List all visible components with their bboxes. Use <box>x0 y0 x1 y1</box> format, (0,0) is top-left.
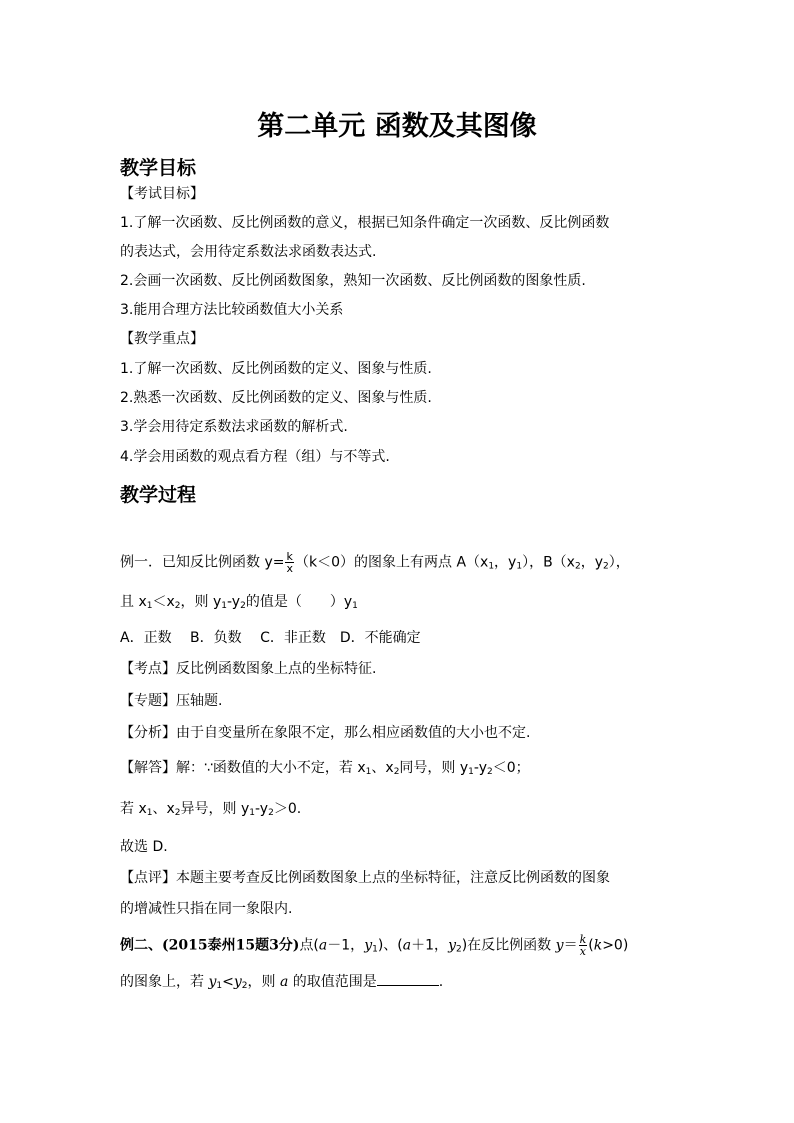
section-heading-goals: 教学目标 <box>120 157 197 179</box>
subscript: 2 <box>241 981 248 991</box>
var-y: y <box>555 937 564 954</box>
subscript: 1 <box>372 944 378 955</box>
exam-goal-1a: 1.了解一次函数、反比例函数的意义，根据已知条件确定一次函数、反比例函数 <box>120 215 610 231</box>
var-k: k <box>593 937 603 954</box>
text-fragment: )、( <box>377 937 403 954</box>
text-fragment: 同号，则 y <box>399 760 469 776</box>
text-fragment: ，y <box>580 554 603 571</box>
var-y: y <box>448 937 456 954</box>
text-fragment: 异号，则 y <box>180 801 250 817</box>
exam-goal-1b: 的表达式，会用待定系数法求函数表达式. <box>120 244 377 260</box>
subscript: 1 <box>516 561 523 572</box>
text-fragment: -y <box>473 760 487 776</box>
text-fragment: 且 x <box>120 594 147 610</box>
example1-question-line1 <box>120 551 630 576</box>
text-fragment: ＋1， <box>411 937 449 954</box>
example2-question-line1 <box>120 934 628 959</box>
text-fragment: -y <box>227 594 241 610</box>
var-a: a <box>402 937 412 954</box>
subscript: 2 <box>455 944 462 955</box>
example2-question-line2 <box>120 972 443 995</box>
subscript: 2 <box>174 601 181 611</box>
exam-goal-2: 2.会画一次函数、反比例函数图象，熟知一次函数、反比例函数的图象性质. <box>120 273 586 289</box>
subscript: 2 <box>268 808 274 818</box>
text-fragment: －1， <box>327 937 365 954</box>
example1-condition: （k＜0）的图象上有两点 A（x <box>294 554 489 571</box>
answer-blank[interactable] <box>377 972 439 986</box>
text-fragment: ，则 y <box>180 594 222 610</box>
text-fragment: 的图象上，若 <box>120 974 209 990</box>
exam-goal-3: 3.能用合理方法比较函数值大小关系 <box>120 302 344 318</box>
subscript: 2 <box>174 808 181 818</box>
var-y: y <box>364 937 373 954</box>
text-fragment: ，则 <box>247 974 280 990</box>
example1-options: A．正数 B．负数 C．非正数 D．不能确定 <box>120 630 421 646</box>
example1-intro: 例一．已知反比例函数 y= <box>120 554 285 571</box>
text-fragment: ＝ <box>563 937 578 954</box>
text-fragment: ＜x <box>152 594 175 610</box>
subscript: 1 <box>221 601 227 611</box>
subscript: 2 <box>603 561 609 572</box>
text-fragment: 的取值范围是 <box>288 974 377 990</box>
example1-guxuan: 故选 D. <box>120 839 168 855</box>
text-fragment: )在反比例函数 <box>461 937 556 954</box>
subscript: 1 <box>365 767 372 777</box>
text-fragment: ，y <box>494 554 517 571</box>
fraction-numerator: k <box>286 550 293 563</box>
fraction-k-over-x <box>579 934 588 957</box>
example1-dianping-b: 的增减性只指在同一象限内. <box>120 901 293 917</box>
key-point-4: 4.学会用函数的观点看方程（组）与不等式. <box>120 449 390 465</box>
key-point-2: 2.熟悉一次函数、反比例函数的定义、图象与性质. <box>120 390 432 406</box>
subscript: 2 <box>574 561 581 572</box>
subscript: 2 <box>487 767 493 777</box>
text-fragment: ( <box>588 937 594 954</box>
subscript: 1 <box>216 981 223 991</box>
text-fragment: 、x <box>152 801 175 817</box>
text-fragment: -y <box>255 801 269 817</box>
example1-ruo <box>120 800 301 822</box>
text-fragment: ），B（x <box>522 554 575 571</box>
text-fragment: 若 x <box>120 801 147 817</box>
text-fragment: . <box>438 974 444 990</box>
example2-heading: 例二、(2015泰州15题3分) <box>120 937 300 954</box>
subscript: 2 <box>393 767 400 777</box>
key-point-3: 3.学会用待定系数法求函数的解析式. <box>120 419 348 435</box>
fraction-k-over-x <box>285 551 294 574</box>
key-point-1: 1.了解一次函数、反比例函数的定义、图象与性质. <box>120 361 432 377</box>
var-y: y <box>233 974 242 990</box>
key-points-heading: 【教学重点】 <box>120 331 204 347</box>
text-fragment: 的值是（ ）y <box>245 594 353 610</box>
page-title: 第二单元 函数及其图像 <box>257 111 537 142</box>
subscript: 2 <box>240 601 246 611</box>
text-fragment: >0) <box>602 937 629 954</box>
fraction-denominator: x <box>286 562 293 575</box>
subscript: 1 <box>146 601 153 611</box>
subscript: 1 <box>249 808 255 818</box>
text-fragment: 点( <box>299 937 319 954</box>
subscript: 1 <box>146 808 153 818</box>
fraction-numerator: k <box>579 933 587 946</box>
var-y: y <box>208 974 217 990</box>
text-fragment: ）， <box>608 554 630 571</box>
exam-goals-heading: 【考试目标】 <box>120 186 204 202</box>
text-fragment: 【解答】解：∵函数值的大小不定，若 x <box>120 760 366 776</box>
subscript: 1 <box>352 601 358 611</box>
var-a: a <box>279 974 289 990</box>
text-fragment: ＞0. <box>273 801 302 817</box>
example1-jieda <box>120 759 530 781</box>
example1-kaodian: 【考点】反比例函数图象上点的坐标特征. <box>120 661 377 677</box>
example1-question-line2 <box>120 593 358 615</box>
section-heading-process: 教学过程 <box>120 484 197 506</box>
example1-fenxi: 【分析】由于自变量所在象限不定，那么相应函数值的大小也不定. <box>120 725 531 741</box>
example1-dianping-a: 【点评】本题主要考查反比例函数图象上点的坐标特征，注意反比例函数的图象 <box>120 870 610 886</box>
var-a: a <box>318 937 328 954</box>
text-fragment: 、x <box>371 760 394 776</box>
subscript: 1 <box>488 561 495 572</box>
subscript: 1 <box>468 767 474 777</box>
example1-zhuanti: 【专题】压轴题. <box>120 693 223 709</box>
text-fragment: ＜0； <box>492 760 530 776</box>
fraction-denominator: x <box>579 945 586 958</box>
text-fragment: < <box>222 974 234 990</box>
